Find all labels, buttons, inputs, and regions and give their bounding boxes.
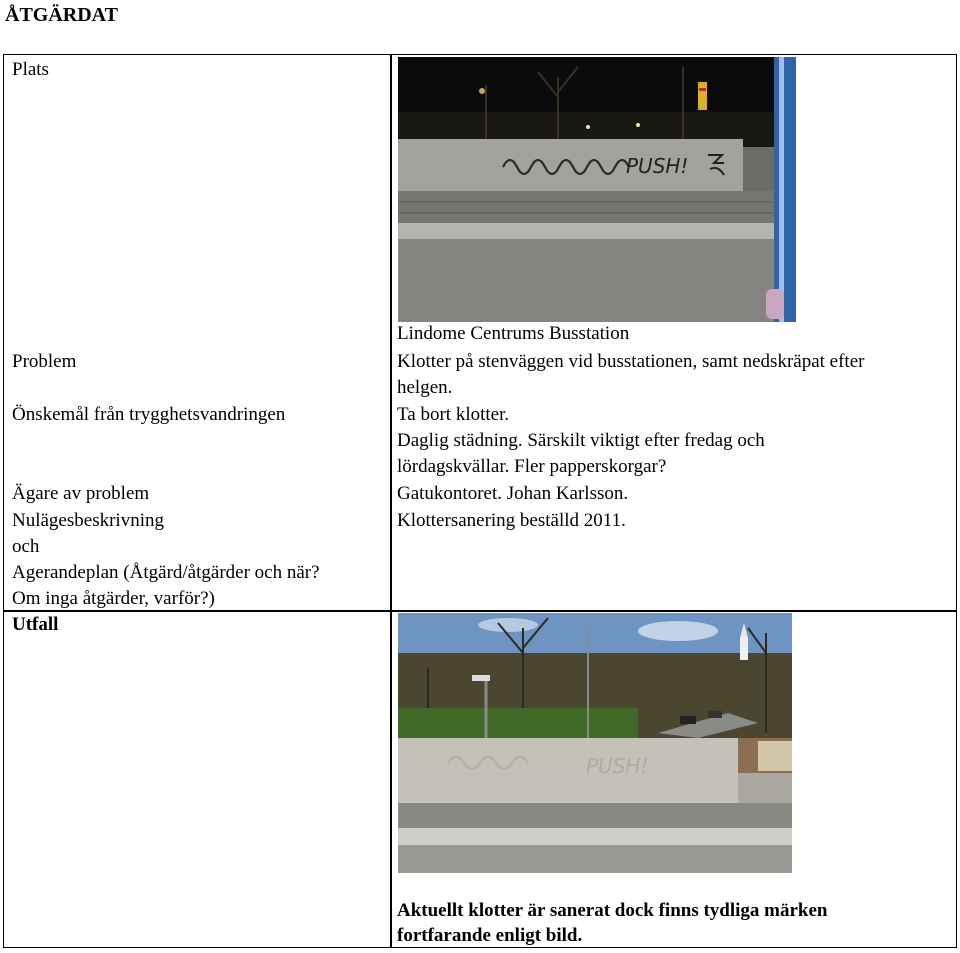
photo-before-graffiti: [398, 57, 796, 322]
value-utfall-line1: Aktuellt klotter är sanerat dock finns tydliga märken: [397, 900, 828, 921]
value-onskemal-line2: Daglig städning. Särskilt viktigt efter fredag och: [397, 430, 765, 451]
label-onskemal: Önskemål från trygghetsvandringen: [12, 404, 286, 425]
report-table: [3, 54, 957, 948]
label-nulage-line1: Nulägesbeskrivning: [12, 510, 164, 531]
label-nulage-line2: och: [12, 536, 40, 557]
label-nulage-line3: Agerandeplan (Åtgärd/åtgärder och när?: [12, 562, 320, 583]
label-utfall: Utfall: [12, 614, 59, 635]
label-agare: Ägare av problem: [12, 483, 150, 504]
value-plats: Lindome Centrums Busstation: [397, 323, 630, 344]
label-nulage-line4: Om inga åtgärder, varför?): [12, 588, 215, 609]
value-agare: Gatukontoret. Johan Karlsson.: [397, 483, 629, 504]
value-utfall-line2: fortfarande enligt bild.: [397, 925, 583, 946]
value-onskemal-line1: Ta bort klotter.: [397, 404, 510, 425]
value-onskemal-line3: lördagskvällar. Fler papperskorgar?: [397, 456, 667, 477]
value-nulage: Klottersanering beställd 2011.: [397, 510, 626, 531]
svg-text:PUSH!: PUSH!: [586, 754, 649, 778]
value-problem-line1: Klotter på stenväggen vid busstationen, samt nedskräpat efter: [397, 351, 865, 372]
column-divider: [390, 55, 392, 947]
photo-after-cleanup: [398, 613, 792, 873]
label-plats: Plats: [12, 59, 49, 80]
value-problem-line2: helgen.: [397, 377, 453, 398]
graffiti-text: PUSH!: [626, 154, 689, 178]
label-problem: Problem: [12, 351, 77, 372]
page-heading: ÅTGÄRDAT: [5, 4, 118, 26]
